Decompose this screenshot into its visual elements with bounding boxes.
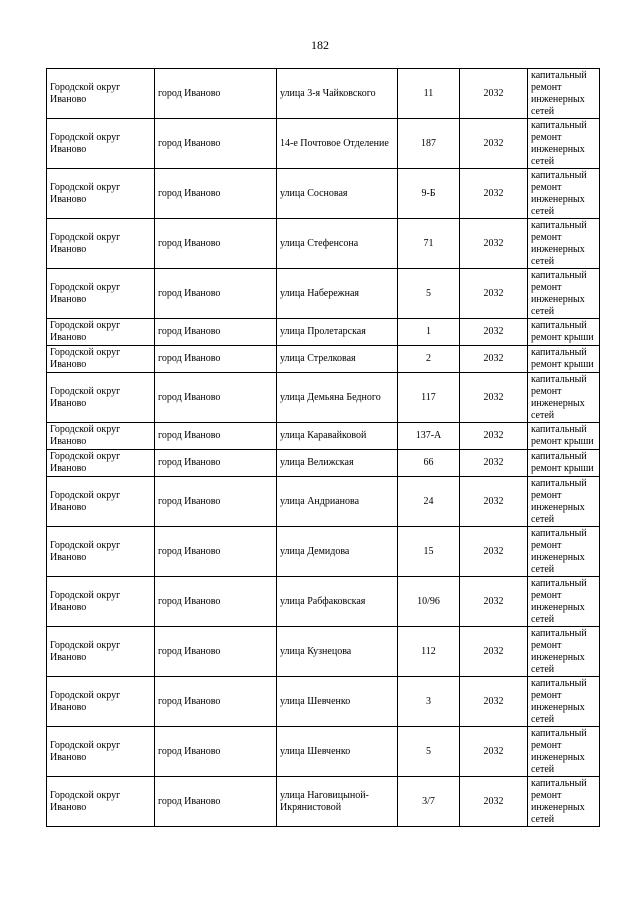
district-cell: Городской округ Иваново bbox=[47, 373, 155, 423]
work-type-cell: капитальный ремонт инженерных сетей bbox=[528, 219, 600, 269]
year-cell: 2032 bbox=[460, 423, 528, 450]
house-cell: 5 bbox=[398, 727, 460, 777]
house-cell: 11 bbox=[398, 69, 460, 119]
street-cell: улица Стрелковая bbox=[277, 346, 398, 373]
table-row bbox=[47, 119, 600, 169]
house-cell: 117 bbox=[398, 373, 460, 423]
year-cell: 2032 bbox=[460, 69, 528, 119]
work-type-cell: капитальный ремонт инженерных сетей bbox=[528, 577, 600, 627]
street-cell: улица Стефенсона bbox=[277, 219, 398, 269]
house-cell: 71 bbox=[398, 219, 460, 269]
street-cell: 14-е Почтовое Отделение bbox=[277, 119, 398, 169]
year-cell: 2032 bbox=[460, 527, 528, 577]
house-cell: 9-Б bbox=[398, 169, 460, 219]
city-cell: город Иваново bbox=[155, 450, 277, 477]
work-type-cell: капитальный ремонт инженерных сетей bbox=[528, 69, 600, 119]
city-cell: город Иваново bbox=[155, 727, 277, 777]
district-cell: Городской округ Иваново bbox=[47, 269, 155, 319]
year-cell: 2032 bbox=[460, 450, 528, 477]
year-cell: 2032 bbox=[460, 627, 528, 677]
city-cell: город Иваново bbox=[155, 477, 277, 527]
work-type-cell: капитальный ремонт инженерных сетей bbox=[528, 373, 600, 423]
street-cell: улица Шевченко bbox=[277, 727, 398, 777]
work-type-cell: капитальный ремонт инженерных сетей bbox=[528, 477, 600, 527]
year-cell: 2032 bbox=[460, 119, 528, 169]
work-type-cell: капитальный ремонт инженерных сетей bbox=[528, 119, 600, 169]
district-cell: Городской округ Иваново bbox=[47, 169, 155, 219]
work-type-cell: капитальный ремонт инженерных сетей bbox=[528, 727, 600, 777]
table-row bbox=[47, 373, 600, 423]
street-cell: улица Демидова bbox=[277, 527, 398, 577]
work-type-cell: капитальный ремонт инженерных сетей bbox=[528, 269, 600, 319]
work-type-cell: капитальный ремонт крыши bbox=[528, 450, 600, 477]
district-cell: Городской округ Иваново bbox=[47, 777, 155, 827]
city-cell: город Иваново bbox=[155, 269, 277, 319]
house-cell: 3/7 bbox=[398, 777, 460, 827]
district-cell: Городской округ Иваново bbox=[47, 477, 155, 527]
table-row bbox=[47, 423, 600, 450]
city-cell: город Иваново bbox=[155, 627, 277, 677]
table-row bbox=[47, 777, 600, 827]
street-cell: улица Андрианова bbox=[277, 477, 398, 527]
city-cell: город Иваново bbox=[155, 423, 277, 450]
house-cell: 66 bbox=[398, 450, 460, 477]
district-cell: Городской округ Иваново bbox=[47, 577, 155, 627]
house-cell: 112 bbox=[398, 627, 460, 677]
street-cell: улица Наговицыной-Икрянистовой bbox=[277, 777, 398, 827]
table-row bbox=[47, 169, 600, 219]
year-cell: 2032 bbox=[460, 727, 528, 777]
street-cell: улица Набережная bbox=[277, 269, 398, 319]
table-row bbox=[47, 527, 600, 577]
house-cell: 24 bbox=[398, 477, 460, 527]
year-cell: 2032 bbox=[460, 219, 528, 269]
house-cell: 2 bbox=[398, 346, 460, 373]
table-row bbox=[47, 627, 600, 677]
year-cell: 2032 bbox=[460, 373, 528, 423]
table-row bbox=[47, 577, 600, 627]
house-cell: 1 bbox=[398, 319, 460, 346]
table-row bbox=[47, 69, 600, 119]
district-cell: Городской округ Иваново bbox=[47, 69, 155, 119]
house-cell: 187 bbox=[398, 119, 460, 169]
city-cell: город Иваново bbox=[155, 69, 277, 119]
street-cell: улица 3-я Чайковского bbox=[277, 69, 398, 119]
city-cell: город Иваново bbox=[155, 527, 277, 577]
year-cell: 2032 bbox=[460, 346, 528, 373]
street-cell: улица Демьяна Бедного bbox=[277, 373, 398, 423]
year-cell: 2032 bbox=[460, 477, 528, 527]
city-cell: город Иваново bbox=[155, 373, 277, 423]
street-cell: улица Велижская bbox=[277, 450, 398, 477]
year-cell: 2032 bbox=[460, 269, 528, 319]
house-cell: 10/96 bbox=[398, 577, 460, 627]
district-cell: Городской округ Иваново bbox=[47, 727, 155, 777]
street-cell: улица Кузнецова bbox=[277, 627, 398, 677]
house-cell: 137-А bbox=[398, 423, 460, 450]
table-row bbox=[47, 269, 600, 319]
year-cell: 2032 bbox=[460, 677, 528, 727]
district-cell: Городской округ Иваново bbox=[47, 219, 155, 269]
house-cell: 5 bbox=[398, 269, 460, 319]
district-cell: Городской округ Иваново bbox=[47, 527, 155, 577]
city-cell: город Иваново bbox=[155, 119, 277, 169]
work-type-cell: капитальный ремонт крыши bbox=[528, 346, 600, 373]
street-cell: улица Рабфаковская bbox=[277, 577, 398, 627]
district-cell: Городской округ Иваново bbox=[47, 627, 155, 677]
street-cell: улица Сосновая bbox=[277, 169, 398, 219]
year-cell: 2032 bbox=[460, 577, 528, 627]
table-row bbox=[47, 219, 600, 269]
work-type-cell: капитальный ремонт инженерных сетей bbox=[528, 627, 600, 677]
work-type-cell: капитальный ремонт инженерных сетей bbox=[528, 169, 600, 219]
work-type-cell: капитальный ремонт инженерных сетей bbox=[528, 777, 600, 827]
city-cell: город Иваново bbox=[155, 577, 277, 627]
district-cell: Городской округ Иваново bbox=[47, 319, 155, 346]
table-row bbox=[47, 477, 600, 527]
year-cell: 2032 bbox=[460, 169, 528, 219]
table-row bbox=[47, 319, 600, 346]
city-cell: город Иваново bbox=[155, 777, 277, 827]
district-cell: Городской округ Иваново bbox=[47, 346, 155, 373]
table-row bbox=[47, 677, 600, 727]
house-cell: 15 bbox=[398, 527, 460, 577]
street-cell: улица Каравайковой bbox=[277, 423, 398, 450]
page-number: 182 bbox=[311, 38, 329, 52]
table-row bbox=[47, 450, 600, 477]
repair-registry-table bbox=[46, 68, 600, 827]
work-type-cell: капитальный ремонт крыши bbox=[528, 319, 600, 346]
work-type-cell: капитальный ремонт инженерных сетей bbox=[528, 677, 600, 727]
district-cell: Городской округ Иваново bbox=[47, 423, 155, 450]
work-type-cell: капитальный ремонт крыши bbox=[528, 423, 600, 450]
city-cell: город Иваново bbox=[155, 677, 277, 727]
table-body bbox=[47, 69, 600, 827]
work-type-cell: капитальный ремонт инженерных сетей bbox=[528, 527, 600, 577]
year-cell: 2032 bbox=[460, 319, 528, 346]
table-row bbox=[47, 346, 600, 373]
city-cell: город Иваново bbox=[155, 346, 277, 373]
street-cell: улица Пролетарская bbox=[277, 319, 398, 346]
year-cell: 2032 bbox=[460, 777, 528, 827]
city-cell: город Иваново bbox=[155, 169, 277, 219]
house-cell: 3 bbox=[398, 677, 460, 727]
street-cell: улица Шевченко bbox=[277, 677, 398, 727]
district-cell: Городской округ Иваново bbox=[47, 450, 155, 477]
district-cell: Городской округ Иваново bbox=[47, 119, 155, 169]
city-cell: город Иваново bbox=[155, 219, 277, 269]
table-row bbox=[47, 727, 600, 777]
city-cell: город Иваново bbox=[155, 319, 277, 346]
district-cell: Городской округ Иваново bbox=[47, 677, 155, 727]
